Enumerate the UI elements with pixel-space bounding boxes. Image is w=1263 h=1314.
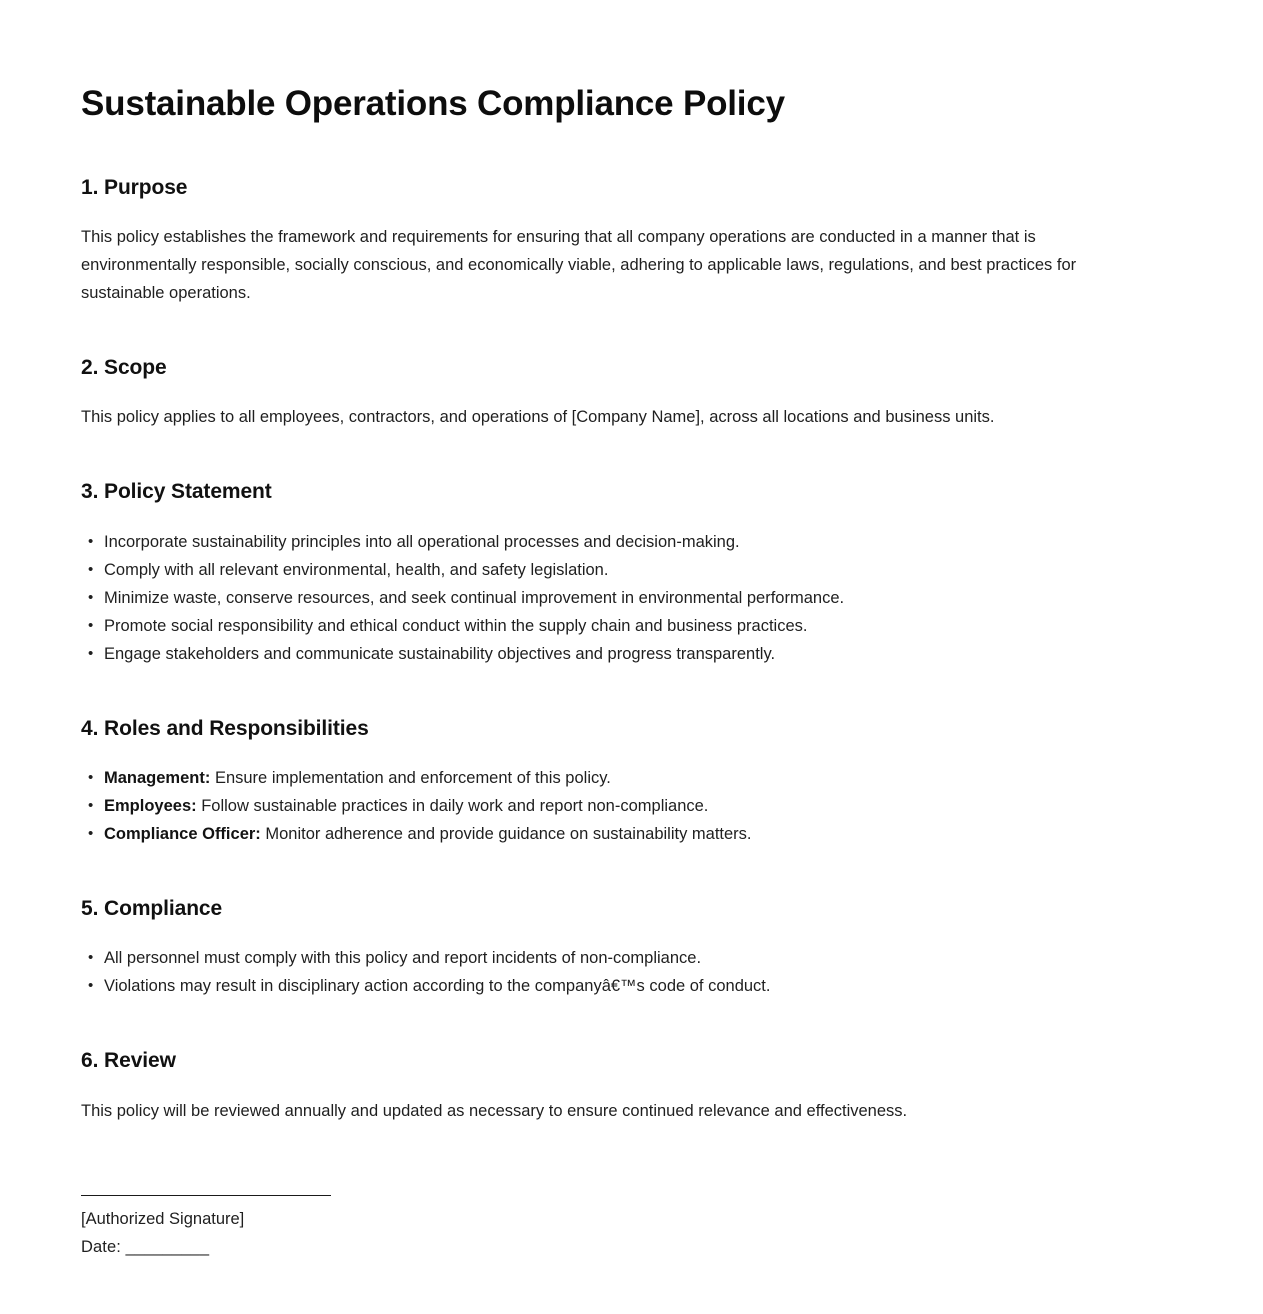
section-heading-compliance: 5. Compliance	[81, 896, 223, 920]
section-spacer	[81, 307, 1126, 354]
list-item	[81, 556, 1124, 584]
section-heading-policy-statement: 3. Policy Statement	[81, 480, 272, 504]
list-item	[81, 612, 1124, 640]
role-label: Employees:	[104, 796, 197, 815]
list-item-text: All personnel must comply with this policy and report incidents of non-compliance.	[104, 949, 702, 968]
list-item-text: Violations may result in disciplinary action according to the companyâ€™s code of conduct.	[104, 977, 771, 996]
list-item	[81, 640, 1124, 668]
section-paragraph-purpose: This policy establishes the framework and requirements for ensuring that all company operations are conducted in a manner that is environmentally responsible, socially conscious, and economically viable, adhering to applicable laws, regulations, and best practices for sustainable operations.	[81, 228, 1077, 303]
list-item	[81, 764, 1124, 792]
section-heading-review: 6. Review	[81, 1049, 176, 1073]
section-scope	[81, 354, 1126, 431]
section-purpose	[81, 174, 1126, 307]
list-item-text: Minimize waste, conserve resources, and seek continual improvement in environmental performance.	[104, 588, 845, 607]
section-compliance	[81, 895, 1126, 1000]
role-label: Compliance Officer:	[104, 824, 261, 843]
list-item	[81, 792, 1124, 820]
section-heading-scope: 2. Scope	[81, 356, 167, 380]
role-label: Management:	[104, 768, 211, 787]
section-heading-purpose: 1. Purpose	[81, 175, 188, 199]
section-spacer	[81, 668, 1126, 715]
section-review	[81, 1047, 1126, 1124]
list-item-text: Comply with all relevant environmental, health, and safety legislation.	[104, 560, 609, 579]
roles-responsibilities-list	[81, 764, 1126, 848]
list-item	[81, 584, 1124, 612]
list-item	[81, 972, 1124, 1000]
signature-rule	[81, 1195, 331, 1196]
list-item-text: Promote social responsibility and ethical conduct within the supply chain and business practices.	[104, 616, 808, 635]
list-item-text: Incorporate sustainability principles into all operational processes and decision-making.	[104, 532, 740, 551]
list-item-text: Engage stakeholders and communicate sustainability objectives and progress transparently.	[104, 644, 776, 663]
section-spacer	[81, 1000, 1126, 1047]
signature-block	[81, 1195, 1126, 1261]
section-paragraph-scope: This policy applies to all employees, contractors, and operations of [Company Name], across all locations and business units.	[81, 408, 995, 427]
section-roles-responsibilities	[81, 715, 1126, 848]
signature-name-placeholder: [Authorized Signature]	[81, 1209, 245, 1228]
list-item	[81, 944, 1124, 972]
list-item	[81, 820, 1124, 848]
policy-statement-list	[81, 528, 1126, 668]
role-description: Ensure implementation and enforcement of this policy.	[214, 768, 611, 787]
list-item	[81, 528, 1124, 556]
section-spacer	[81, 848, 1126, 895]
section-spacer	[81, 431, 1126, 478]
section-policy-statement	[81, 478, 1126, 667]
section-heading-roles-responsibilities: 4. Roles and Responsibilities	[81, 716, 369, 740]
role-description: Monitor adherence and provide guidance on sustainability matters.	[265, 824, 752, 843]
role-description: Follow sustainable practices in daily work and report non-compliance.	[201, 796, 709, 815]
compliance-list	[81, 944, 1126, 1000]
page-title: Sustainable Operations Compliance Policy	[81, 84, 785, 123]
section-paragraph-review: This policy will be reviewed annually and updated as necessary to ensure continued relevance and effectiveness.	[81, 1101, 908, 1120]
signature-date-placeholder: Date: _________	[81, 1237, 210, 1256]
